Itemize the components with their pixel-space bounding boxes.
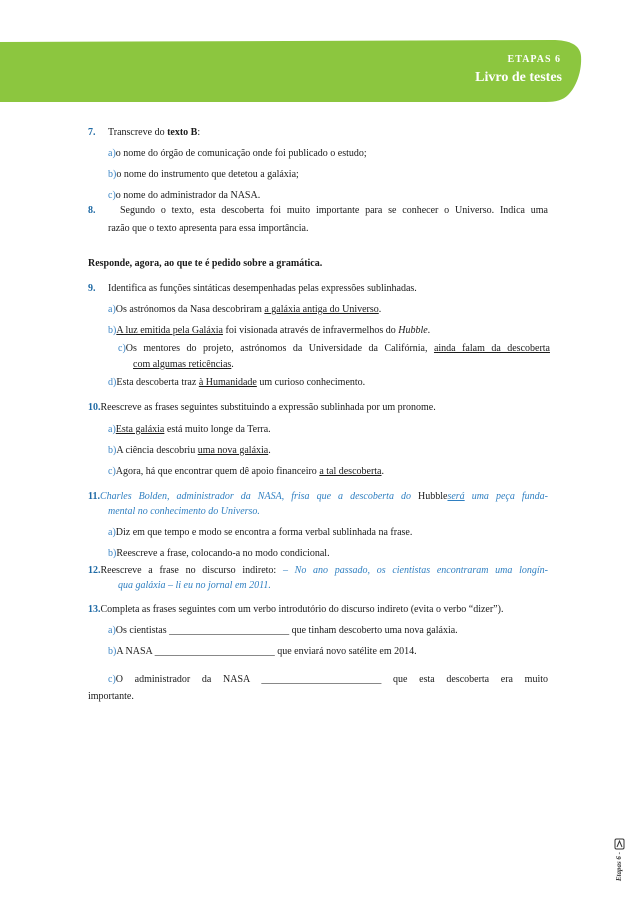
item-text-end: . — [231, 359, 234, 370]
question-13-item-b — [108, 645, 417, 659]
question-number: 13. — [88, 604, 101, 615]
item-text: Diz em que tempo e modo se encontra a forma verbal sublinhada na frase. — [115, 527, 413, 538]
question-13-item-c-line-2: importante. — [88, 691, 134, 702]
question-number: 8. — [88, 205, 96, 216]
underlined-expression: à Humanidade — [198, 377, 257, 388]
item-text: Os mentores do projeto, astrónomos da Universidade da Califórnia, — [125, 343, 434, 354]
publisher-logo — [614, 838, 625, 850]
item-letter: a) — [108, 527, 116, 538]
item-text-end: que tinham descoberto uma nova galáxia. — [289, 625, 458, 636]
question-11-item-a — [108, 526, 412, 540]
quote-text: uma peça funda- — [464, 491, 548, 502]
item-text: Os astrónomos da Nasa descobriram — [115, 304, 265, 315]
item-text: Esta descoberta traz — [116, 377, 199, 388]
item-text-end: que esta descoberta era muito — [381, 674, 548, 685]
question-10-item-b — [108, 444, 271, 458]
question-11-line-2: mental no conhecimento do Universo. — [108, 506, 260, 517]
question-8-line-2: razão que o texto apresenta para essa importância. — [108, 223, 309, 234]
question-number: 12. — [88, 565, 101, 576]
underlined-expression: com algumas reticências — [133, 359, 232, 370]
question-7-item-a — [108, 147, 367, 161]
question-7 — [88, 126, 200, 140]
answer-blank: ________________________ — [154, 646, 275, 657]
underlined-expression: ainda falam da descoberta — [433, 343, 550, 354]
item-letter: a) — [108, 148, 116, 159]
question-9-item-d — [108, 376, 365, 390]
item-letter: a) — [108, 625, 116, 636]
question-text: Transcreve do — [108, 127, 168, 138]
underlined-expression: a galáxia antiga do Universo — [264, 304, 379, 315]
side-footer-label: Etapas 6 - — [615, 852, 623, 882]
question-9 — [88, 282, 417, 296]
item-letter: c) — [108, 674, 116, 685]
question-13-item-a — [108, 624, 458, 638]
item-text: Reescreve a frase, colocando-a no modo condicional. — [116, 548, 330, 559]
item-letter: b) — [108, 169, 117, 180]
question-text: Reescreve a frase no discurso indireto: — [100, 565, 283, 576]
question-text-bold: texto B — [167, 127, 198, 138]
underlined-expression: uma nova galáxia — [197, 445, 269, 456]
item-letter: c) — [108, 466, 116, 477]
underlined-verb: será — [447, 491, 465, 502]
item-text-end: . — [427, 325, 431, 336]
question-12-line-1 — [88, 564, 548, 578]
question-7-item-b — [108, 168, 299, 182]
book-title: Livro de testes — [475, 70, 562, 85]
item-letter: a) — [108, 304, 116, 315]
underlined-expression: A luz emitida pela Galáxia — [116, 325, 223, 336]
item-text-end: que enviará novo satélite em 2014. — [274, 646, 417, 657]
question-text: Identifica as funções sintáticas desempenhadas pelas expressões sublinhadas. — [108, 283, 417, 294]
item-text: foi visionada através de infravermelhos do — [222, 325, 399, 336]
item-text: está muito longe da Terra. — [164, 424, 271, 435]
question-9-item-c-line-1 — [118, 342, 550, 356]
item-letter: d) — [108, 377, 117, 388]
question-13-item-c-line-1 — [108, 673, 548, 687]
item-letter: a) — [108, 424, 116, 435]
question-8-line-1: Segundo o texto, esta descoberta foi muito importante para se conhecer o Universo. Indica uma — [120, 205, 548, 216]
item-text: A ciência descobriu — [116, 445, 198, 456]
item-text-italic: Hubble — [398, 325, 428, 336]
item-text: o nome do administrador da NASA. — [115, 190, 261, 201]
item-letter: b) — [108, 445, 117, 456]
item-text: Agora, há que encontrar quem dê apoio financeiro — [115, 466, 320, 477]
question-9-item-c-line-2 — [133, 358, 234, 372]
item-text: o nome do órgão de comunicação onde foi publicado o estudo; — [115, 148, 367, 159]
quote-text: – No ano passado, os cientistas encontraram uma longín- — [282, 565, 548, 576]
item-text-end: . — [378, 304, 382, 315]
question-9-item-b — [108, 324, 430, 338]
series-label: ETAPAS 6 — [507, 54, 561, 65]
question-7-item-c — [108, 189, 260, 203]
underlined-expression: a tal descoberta — [319, 466, 382, 477]
item-letter: b) — [108, 325, 117, 336]
item-text-end: um curioso conhecimento. — [256, 377, 366, 388]
item-text: A NASA — [116, 646, 155, 657]
question-12-line-2: qua galáxia – li eu no jornal em 2011. — [118, 580, 271, 591]
question-11-line-1 — [88, 490, 548, 504]
question-number: 9. — [88, 283, 96, 294]
question-11-item-b — [108, 547, 330, 561]
item-letter: b) — [108, 646, 117, 657]
item-text: O administrador da NASA — [115, 674, 262, 685]
question-13 — [88, 603, 503, 617]
question-9-item-a — [108, 303, 381, 317]
quote-text: Charles Bolden, administrador da NASA, frisa que a descoberta do — [99, 491, 418, 502]
question-10-item-c — [108, 465, 384, 479]
item-letter: b) — [108, 548, 117, 559]
quote-name: Hubble — [418, 491, 448, 502]
question-10-item-a — [108, 423, 271, 437]
question-text: Completa as frases seguintes com um verbo introdutório do discurso indireto (evita o verbo “dizer”). — [100, 604, 504, 615]
grammar-heading: Responde, agora, ao que te é pedido sobre a gramática. — [88, 258, 323, 269]
question-text-end: : — [197, 127, 201, 138]
question-text: Reescreve as frases seguintes substituindo a expressão sublinhada por um pronome. — [100, 402, 436, 413]
underlined-expression: Esta galáxia — [115, 424, 165, 435]
item-text-end: . — [268, 445, 271, 456]
item-letter: c) — [118, 343, 126, 354]
question-number: 10. — [88, 402, 101, 413]
answer-blank: ________________________ — [261, 674, 382, 685]
answer-blank: ________________________ — [169, 625, 290, 636]
item-text: o nome do instrumento que detetou a galáxia; — [116, 169, 299, 180]
question-8-number — [88, 204, 96, 218]
item-text-end: . — [381, 466, 384, 477]
item-letter: c) — [108, 190, 116, 201]
question-number: 11. — [88, 491, 100, 502]
question-10 — [88, 401, 436, 415]
question-number: 7. — [88, 127, 96, 138]
item-text: Os cientistas — [115, 625, 170, 636]
